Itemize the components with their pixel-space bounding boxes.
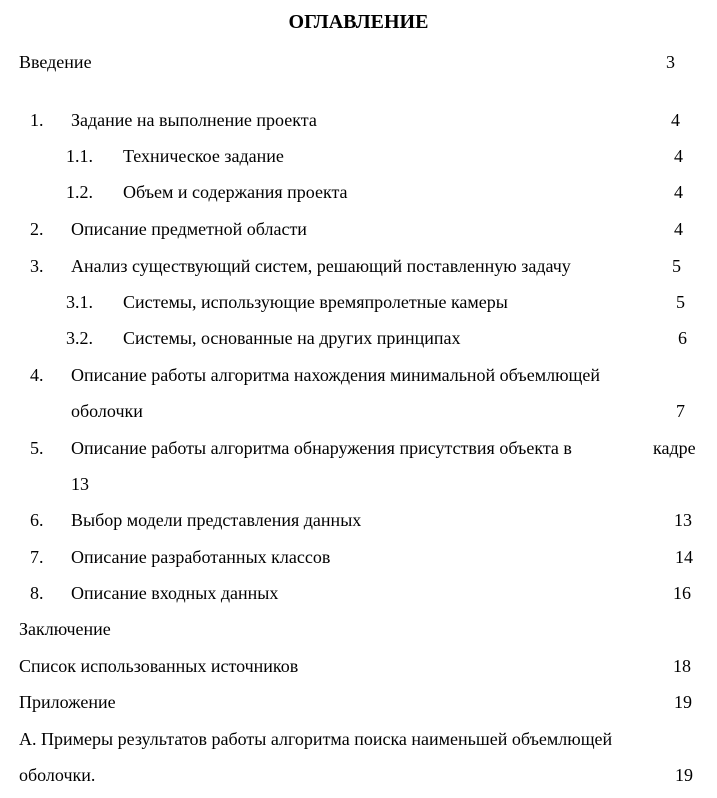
toc-entry-text[interactable]: Описание разработанных классов	[71, 547, 331, 567]
toc-entry-number: 7.	[30, 547, 44, 567]
toc-entry-text[interactable]: Описание работы алгоритма обнаружения присутствия объекта в	[71, 438, 572, 458]
toc-entry-page: 19	[675, 765, 693, 785]
toc-entry-page: 16	[673, 583, 691, 603]
toc-entry-text[interactable]: Анализ существующий систем, решающий поставленную задачу	[71, 256, 571, 276]
toc-entry-text[interactable]: Описание входных данных	[71, 583, 279, 603]
toc-entry-text[interactable]: Объем и содержания проекта	[123, 182, 348, 202]
toc-entry-page: 7	[676, 401, 685, 421]
toc-entry-number: 3.1.	[66, 292, 93, 312]
toc-entry-page: 5	[676, 292, 685, 312]
toc-entry-page: 4	[671, 110, 680, 130]
toc-entry-number: 5.	[30, 438, 44, 458]
toc-entry-page: 14	[675, 547, 693, 567]
toc-entry-page: 5	[672, 256, 681, 276]
toc-entry-text-continuation: 13	[71, 474, 89, 494]
toc-entry-text[interactable]: Приложение	[19, 692, 116, 712]
toc-entry-text-continuation[interactable]: оболочки.	[19, 765, 96, 785]
toc-entry-text[interactable]: Техническое задание	[123, 146, 284, 166]
toc-entry-text[interactable]: Заключение	[19, 619, 111, 639]
toc-entry-text-continuation[interactable]: оболочки	[71, 401, 143, 421]
toc-entry-page: 19	[674, 692, 692, 712]
toc-entry-text[interactable]: Системы, основанные на других принципах	[123, 328, 461, 348]
toc-entry-number: 8.	[30, 583, 44, 603]
toc-entry-number: 2.	[30, 219, 44, 239]
toc-entry-page: 4	[674, 219, 683, 239]
toc-entry-page: 4	[674, 182, 683, 202]
toc-entry-number: 4.	[30, 365, 44, 385]
toc-entry-page: 13	[674, 510, 692, 530]
toc-entry-text[interactable]: Задание на выполнение проекта	[71, 110, 317, 130]
toc-entry-number: 1.1.	[66, 146, 93, 166]
toc-entry-page: 18	[673, 656, 691, 676]
toc-entry-text[interactable]: Системы, использующие времяпролетные камеры	[123, 292, 508, 312]
toc-entry-text[interactable]: Выбор модели представления данных	[71, 510, 362, 530]
toc-entry-text[interactable]: Описание работы алгоритма нахождения минимальной объемлющей	[71, 365, 600, 385]
toc-entry-number: 3.	[30, 256, 44, 276]
toc-entry-page: 4	[674, 146, 683, 166]
toc-entry-text[interactable]: Список использованных источников	[19, 656, 299, 676]
toc-entry-text[interactable]: Введение	[19, 52, 92, 72]
page-title: ОГЛАВЛЕНИЕ	[288, 11, 429, 33]
toc-entry-text[interactable]: Описание предметной области	[71, 219, 307, 239]
toc-entry-text[interactable]: А. Примеры результатов работы алгоритма поиска наименьшей объемлющей	[19, 729, 613, 749]
toc-entry-page: 3	[666, 52, 675, 72]
toc-entry-text-tail[interactable]: кадре	[653, 438, 696, 458]
toc-entry-number: 3.2.	[66, 328, 93, 348]
toc-entry-number: 1.	[30, 110, 44, 130]
toc-entry-page: 6	[678, 328, 687, 348]
toc-entry-number: 6.	[30, 510, 44, 530]
toc-entry-number: 1.2.	[66, 182, 93, 202]
